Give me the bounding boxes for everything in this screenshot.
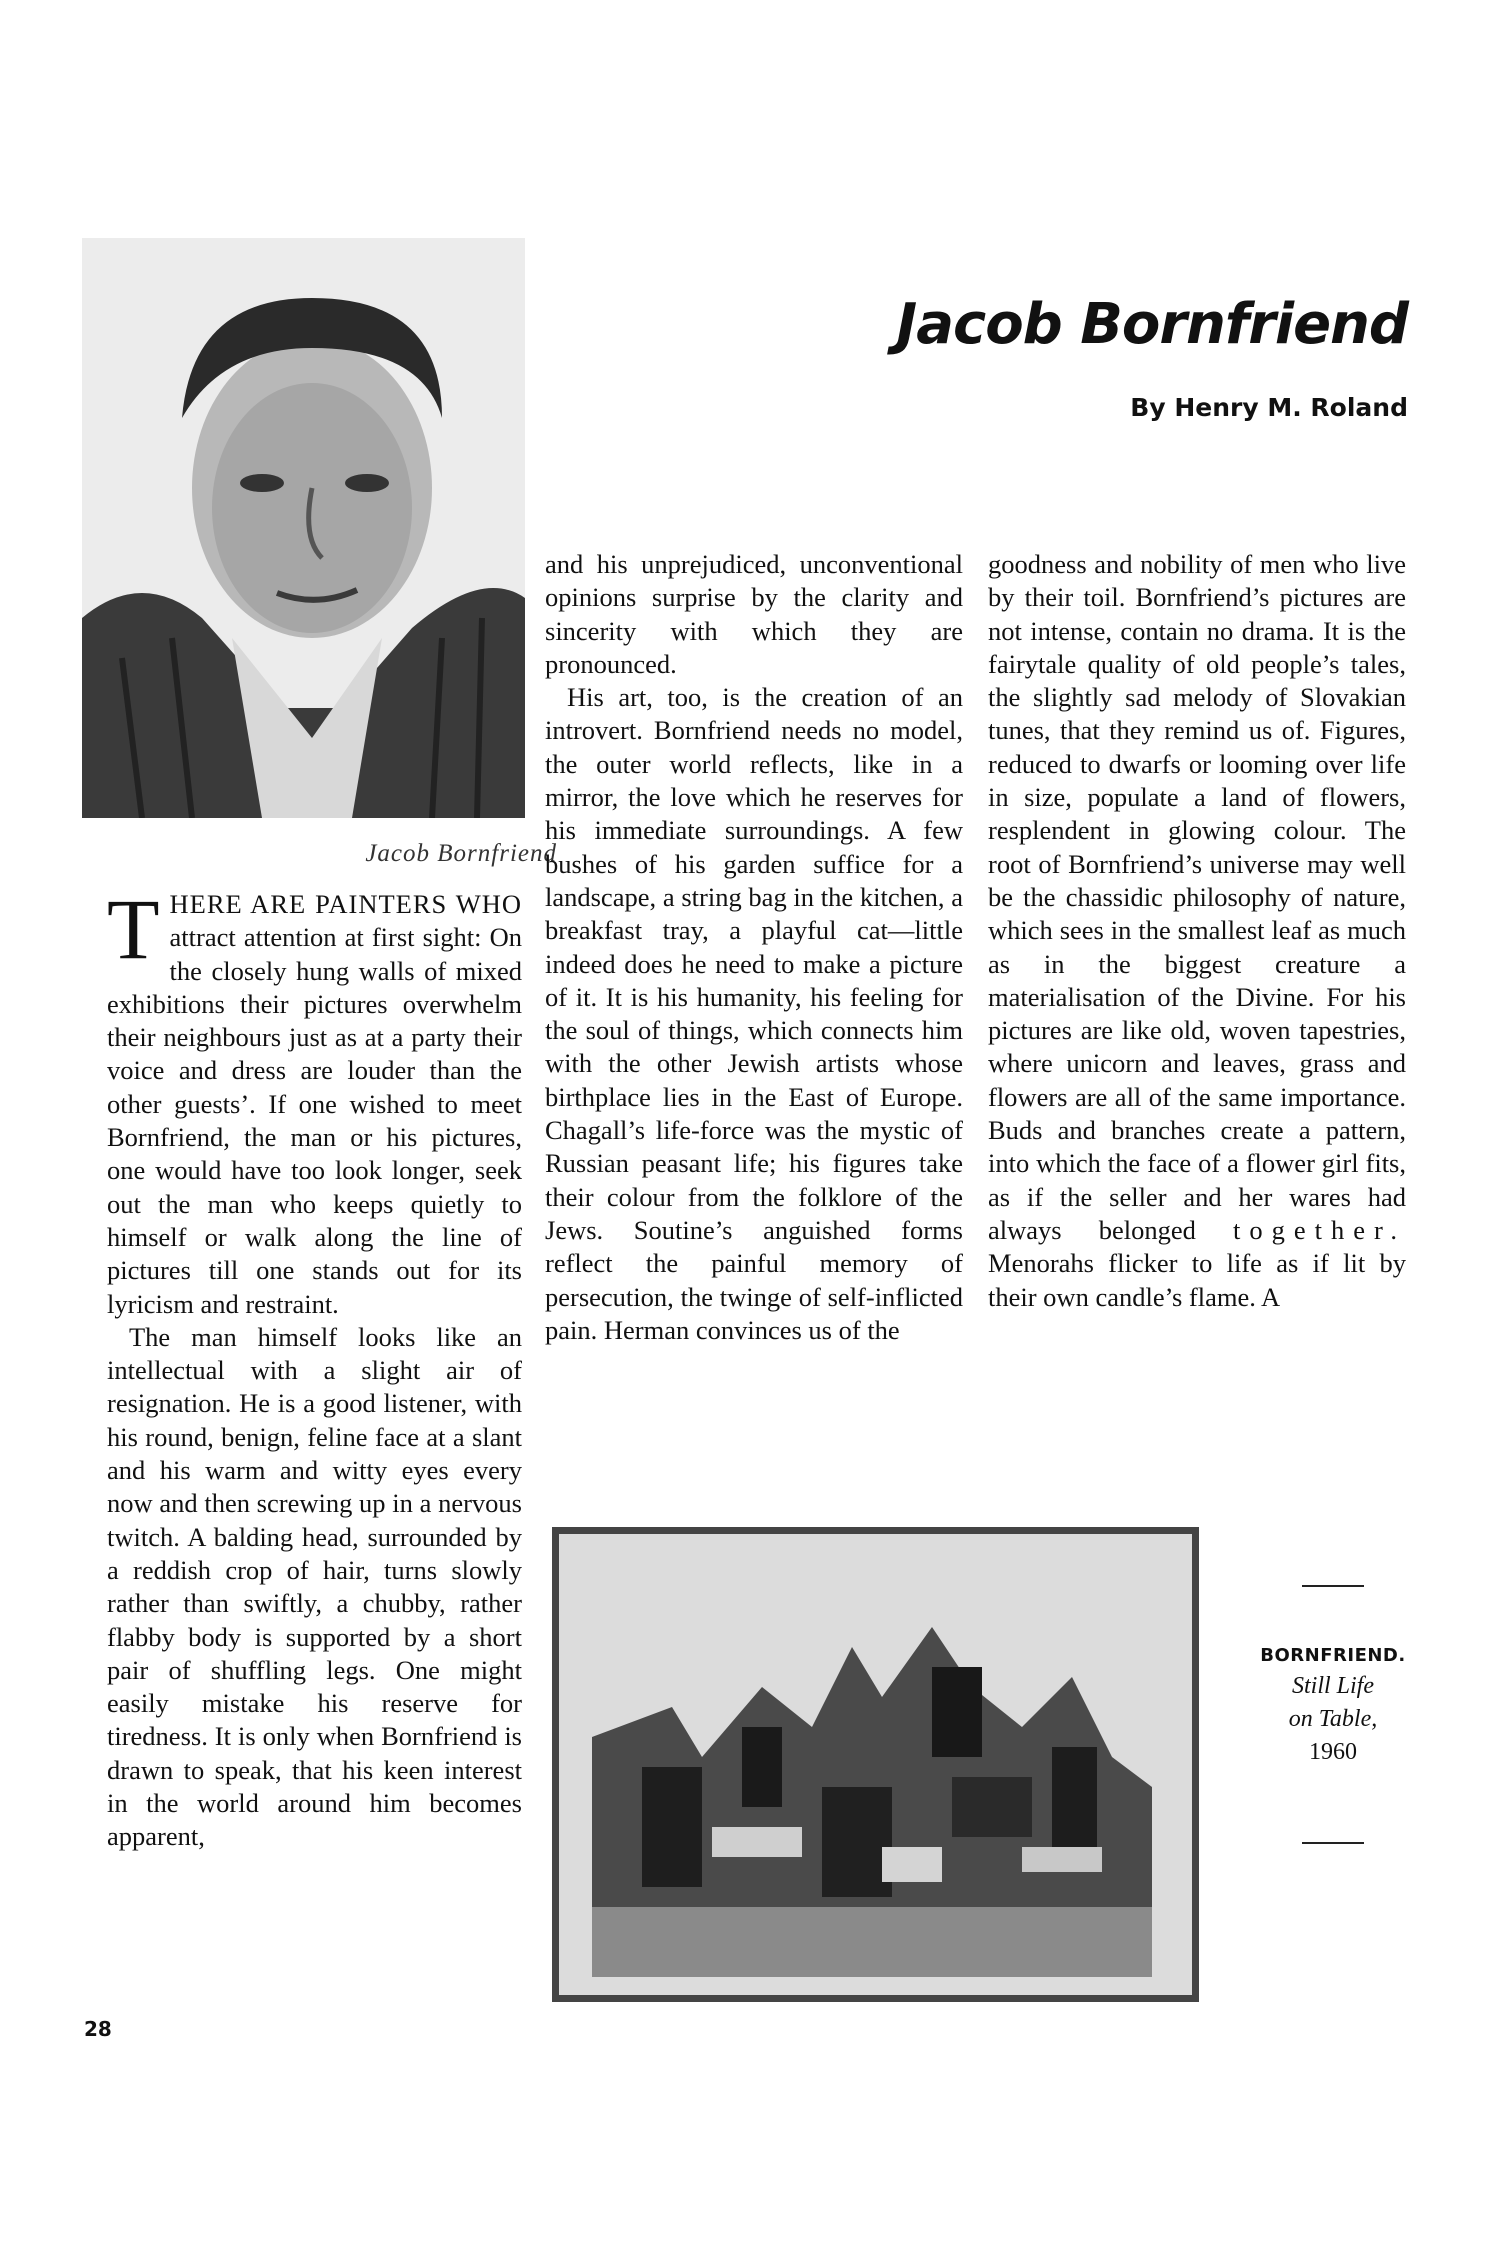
paragraph-text: goodness and nobility of men who live by their toil. Bornfriend’s pictures are not intense, contain no drama. It is the fairytale quality of old people’s tales, the slightly sad melody of Slovakian tunes, that they remind us of. Figures, reduced to dwarfs or looming over life in size, populate a land of flowers, resplendent in glowing colour. The root of Bornfriend’s universe may well be the chassidic philosophy of nature, which sees in the smallest leaf as much as in the biggest creature a materialisation of the Divine. For his pictures are like old, woven tapestries, where unicorn and leaves, grass and flowers are all of the same importance. Buds and branches create a pattern, into which the face of a flower girl fits, as if the seller and her wares had always belonged xyxy=(988,549,1406,1245)
paragraph: The man himself looks like an intellectual with a slight air of resignation. He is a good listener, with his round, benign, feline face at a slant and his warm and witty eyes every now and then screwing up in a nervous twitch. A balding head, surrounded by a reddish crop of hair, turns slowly rather than swiftly, a chubby, rather flabby body is supported by a short pair of shuffling legs. One might easily mistake his reserve for tiredness. It is only when Bornfriend is drawn to speak, that his keen interest in the world around him becomes apparent, xyxy=(107,1321,522,1852)
text-column-1 xyxy=(107,881,522,1854)
drop-cap: T xyxy=(107,881,160,977)
text-column-3 xyxy=(988,548,1406,1314)
caption-rule-bottom xyxy=(1302,1842,1364,1844)
paragraph-text: Menorahs flicker to life as if lit by their own candle’s flame. A xyxy=(988,1248,1406,1312)
paragraph xyxy=(107,881,522,1321)
painting-caption-title: Still Life xyxy=(1291,1673,1374,1699)
article-title: Jacob Bornfriend xyxy=(896,292,1408,357)
painting-reproduction xyxy=(552,1527,1199,2002)
caption-rule-top xyxy=(1302,1585,1364,1587)
paragraph: His art, too, is the creation of an introvert. Bornfriend needs no model, the outer world reflects, like in a mirror, the love which he reserves for his immediate surroundings. A few bushes of his garden suffice for a landscape, a string bag in the kitchen, a breakfast tray, a playful cat—little indeed does he need to make a picture of it. It is his humanity, his feeling for the soul of things, which connects him with the other Jewish artists whose birthplace lies in the East of Europe. Chagall’s life-force was the mystic of Russian peasant life; his figures take their colour from the folklore of the Jews. Soutine’s anguished forms reflect the painful memory of persecution, the twinge of self-inflicted pain. Herman convinces us of the xyxy=(545,682,963,1345)
paragraph xyxy=(988,548,1406,1314)
paragraph: and his unprejudiced, unconventional opinions surprise by the clarity and sincerity with which they are pronounced. xyxy=(545,549,963,679)
text-column-2 xyxy=(545,548,963,1347)
portrait-caption: Jacob Bornfriend xyxy=(365,840,557,867)
page-number: 28 xyxy=(84,2017,112,2041)
opening-smallcaps: HERE ARE PAINTERS WHO xyxy=(169,889,522,919)
painting-caption-artist: BORNFRIEND. xyxy=(1260,1645,1406,1666)
paragraph-text: attract attention at first sight: On the closely hung walls of mixed exhibitions their pictures overwhelm their neighbours just as at a party their voice and dress are louder than the other guests’. If one wished to meet Bornfriend, the man or his pictures, one would have too look longer, seek out the man who keeps quietly to himself or walk along the line of pictures till one stands out for its lyricism and restraint. xyxy=(107,922,522,1319)
painting-caption-title-line2: on Table, xyxy=(1288,1706,1378,1732)
article-byline: By Henry M. Roland xyxy=(1130,393,1408,422)
portrait-photo xyxy=(82,238,525,818)
spaced-word: together. xyxy=(1233,1214,1406,1245)
painting-caption-year: 1960 xyxy=(1309,1739,1357,1765)
